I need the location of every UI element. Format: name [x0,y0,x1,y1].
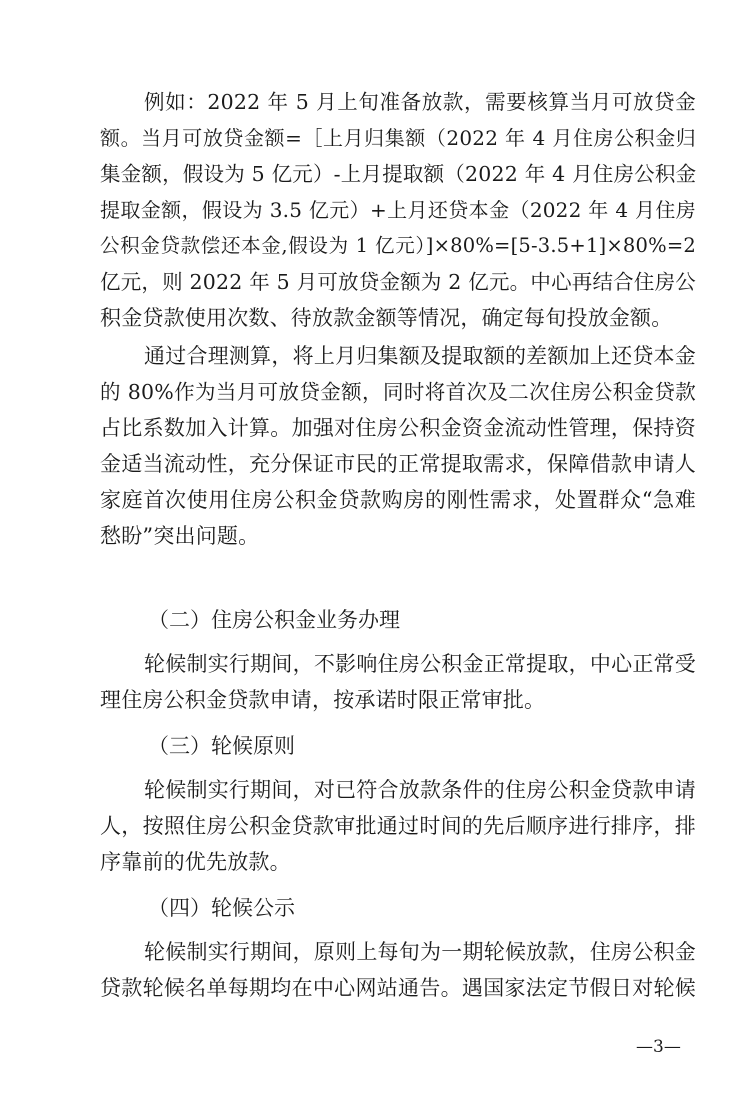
paragraph-line: 愁盼”突出问题。 [100,524,260,548]
paragraph-line: 轮候制实行期间，原则上每旬为一期轮候放款，住房公积金 [144,940,696,964]
paragraph-line: 人，按照住房公积金贷款审批通过时间的先后顺序进行排序，排 [100,814,696,838]
section-heading-2: （二）住房公积金业务办理 [148,608,400,632]
paragraph-line: 例如：2022 年 5 月上旬准备放款，需要核算当月可放贷金 [144,90,696,114]
paragraph-line: 理住房公积金贷款申请，按承诺时限正常审批。 [100,688,546,712]
paragraph-line: 亿元，则 2022 年 5 月可放贷金额为 2 亿元。中心再结合住房公 [100,270,696,294]
paragraph-line: 公积金贷款偿还本金,假设为 1 亿元）]×80%=[5-3.5+1]×80%=2 [100,234,696,257]
paragraph-line: 家庭首次使用住房公积金贷款购房的刚性需求，处置群众“急难 [100,488,696,512]
section-heading-4: （四）轮候公示 [148,896,295,920]
paragraph-line: 提取金额，假设为 3.5 亿元）+上月还贷本金（2022 年 4 月住房 [100,198,696,222]
paragraph-line: 轮候制实行期间，对已符合放款条件的住房公积金贷款申请 [144,778,696,802]
paragraph-line: 额。当月可放贷金额=［上月归集额（2022 年 4 月住房公积金归 [100,126,696,150]
section-heading-3: （三）轮候原则 [148,734,295,758]
paragraph-line: 通过合理测算，将上月归集额及提取额的差额加上还贷本金 [144,344,696,368]
paragraph-line: 序靠前的优先放款。 [100,850,291,874]
paragraph-line: 集金额，假设为 5 亿元）-上月提取额（2022 年 4 月住房公积金 [100,162,697,186]
paragraph-line: 金适当流动性，充分保证市民的正常提取需求，保障借款申请人 [100,452,696,476]
paragraph-line: 占比系数加入计算。加强对住房公积金资金流动性管理，保持资 [100,416,696,440]
paragraph-line: 的 80%作为当月可放贷金额，同时将首次及二次住房公积金贷款 [100,380,696,404]
page-number: —3— [636,1037,681,1057]
paragraph-line: 贷款轮候名单每期均在中心网站通告。遇国家法定节假日对轮候 [100,976,696,1000]
paragraph-line: 积金贷款使用次数、待放款金额等情况，确定每旬投放金额。 [100,306,673,330]
paragraph-line: 轮候制实行期间，不影响住房公积金正常提取，中心正常受 [144,652,696,676]
